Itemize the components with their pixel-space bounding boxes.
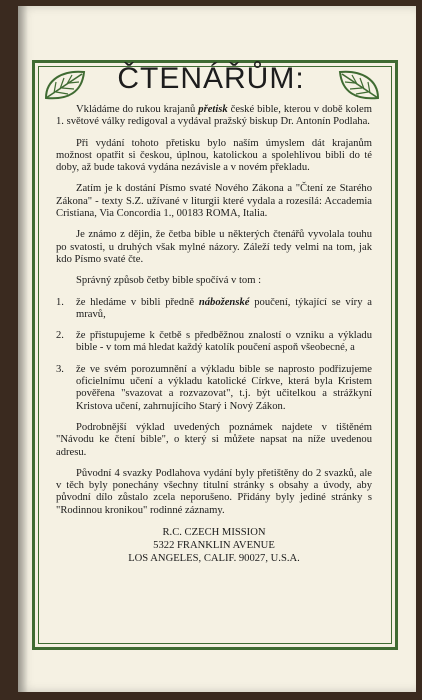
list-number: 3. bbox=[56, 363, 64, 375]
list-item bbox=[56, 330, 372, 355]
text-run: české bible, kterou v době kolem 1. světové války redigoval a vydával pražský biskup Dr. Antonín Podlaha. bbox=[56, 104, 373, 128]
leaf-ornament-right-icon bbox=[336, 68, 382, 102]
paragraph-history: Je známo z dějin, že četba bible u některých čtenářů vyvolala touhu po svatosti, u druhých však mylné názory. Záleží tedy velmi na tom, jak kdo Písmo svaté čte. bbox=[56, 229, 372, 265]
emphasis-text: přetisk bbox=[198, 104, 228, 115]
paragraph-edition: Původní 4 svazky Podlahova vydání byly přetištěny do 2 svazků, ale v těch byly ponechány všechny titulní stránky s obsahy a úvody, aby původní dílo zůstalo zcela neporušeno. Přidány byly jediné stránky s "Rodinnou kronikou" rodinné záznamy. bbox=[56, 467, 372, 516]
address-line: 5322 FRANKLIN AVENUE bbox=[153, 540, 275, 552]
list-number: 2. bbox=[56, 330, 64, 342]
paragraph-purpose: Při vydání tohoto přetisku bylo naším úmyslem dát krajanům možnost opatřit si českou, úplnou, katolickou a spolehlivou bibli do té doby, až bude taková vydána nezávisle a v novém překladu. bbox=[56, 137, 372, 174]
text-run: že hledáme v bibli předně bbox=[76, 296, 199, 308]
list-item bbox=[56, 297, 372, 322]
leaf-ornament-left-icon bbox=[42, 68, 88, 102]
address-line: LOS ANGELES, CALIF. 90027, U.S.A. bbox=[128, 553, 300, 565]
emphasis-text: náboženské bbox=[198, 296, 250, 308]
paragraph-availability: Zatím je k dostání Písmo svaté Nového Zákona a "Čtení ze Starého Zákona" - texty S.Z. užívané v liturgii které vydala a rozesílá: Accademia Cristiana, Via Concordia 1., 00183 ROMA, Italia. bbox=[56, 183, 372, 220]
text-run: Vkládáme do rukou krajanů bbox=[76, 104, 199, 115]
text-body bbox=[56, 104, 372, 565]
list-text: že přistupujeme k četbě s předběžnou znalostí o vzniku a výkladu bible - v tom má hledat každý katolík poučení aspoň všeobecné, a bbox=[76, 330, 372, 354]
list-item bbox=[56, 364, 372, 413]
list-text bbox=[76, 297, 372, 322]
page-gutter-shadow bbox=[18, 6, 28, 692]
list-text: že ve svém porozumnění a výkladu bible se naprosto podřizujeme oficielnímu učení a výkladu katolické Církve, která byla Kristem pověřena "svazovat a rozvazovat", t.j. být učitelkou a strážkyní Kristova učení, zahrnujícího Starý i Nový Zákon. bbox=[76, 363, 372, 412]
paragraph-intro bbox=[56, 104, 372, 129]
paragraph-guide: Podrobnější výklad uvedených poznámek najdete v tištěném "Návodu ke čtení bible", o který si můžete napsat na níže uvedenou adresu. bbox=[56, 421, 372, 458]
text-run: poučení, týkající se víry a mravů, bbox=[76, 296, 372, 320]
mailing-address bbox=[56, 526, 372, 565]
paragraph-method: Správný způsob četby bible spočívá v tom : bbox=[76, 275, 262, 287]
page-title: ČTENÁŘŮM: bbox=[117, 62, 305, 95]
address-line: R.C. CZECH MISSION bbox=[162, 527, 266, 539]
list-number: 1. bbox=[56, 296, 64, 308]
